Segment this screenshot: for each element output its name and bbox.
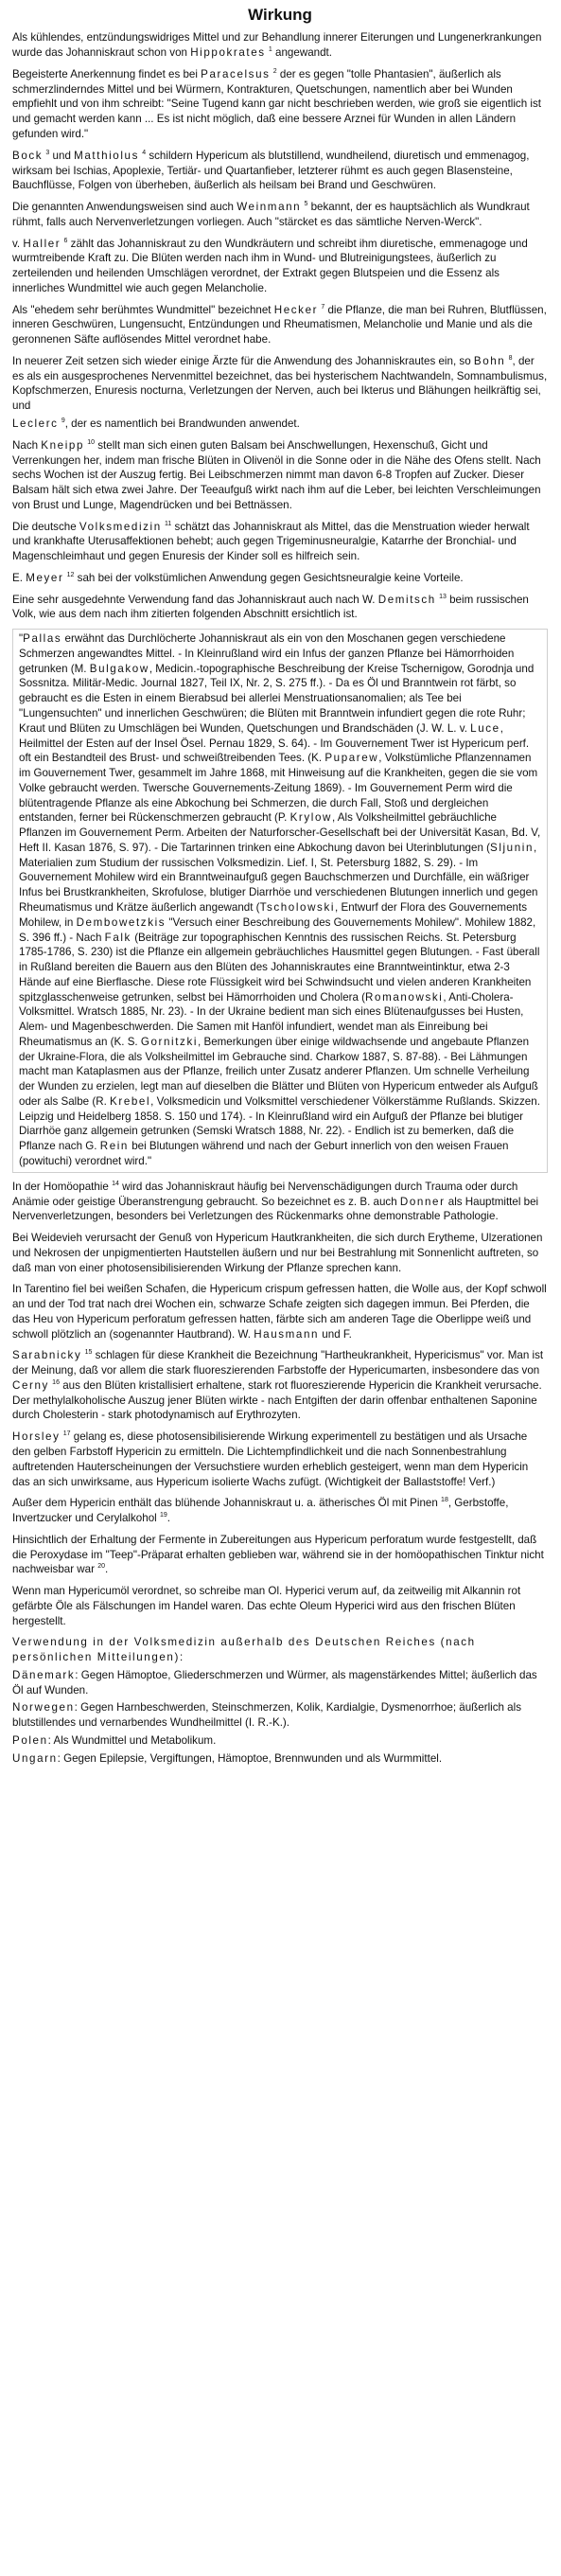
text-run: In der Homöopathie bbox=[12, 1180, 113, 1193]
author-name: Horsley bbox=[12, 1430, 61, 1444]
text-run: , Heilmittel der Esten auf der Insel Ösel. Pernau 1829, S. 64). - Im Gouvernement Twer ist Hypericum perf. oft ein Bestandteil des Brust- und schweißtreibenden Tees. (K. bbox=[19, 721, 530, 765]
text-run: In neuerer Zeit setzen sich wieder einige Ärzte für die Anwendung des Johanniskrautes ein, so bbox=[12, 354, 474, 367]
country-name: Polen bbox=[12, 1734, 48, 1748]
folk-medicine-heading: Verwendung in der Volksmedizin außerhalb des Deutschen Reiches (nach persönlichen Mitteilungen): bbox=[12, 1636, 476, 1664]
author-name: Rein bbox=[99, 1140, 129, 1153]
footnote-ref: 9 bbox=[61, 417, 65, 424]
paragraph bbox=[12, 1231, 548, 1275]
text-run: zählt das Johanniskraut zu den Wundkräutern und schreibt ihm diuretische, emmenagoge und wurmtreibende Kraft zu. Die Blüten werden nach ihm in Wund- und Blutreinigungstees, äußerlich zu zerteilenden und heilenden Umschlägen verordnet, der Extrakt gegen Blutspeien und die Essenz als innerliches Wundmittel wie auch gegen Melancholie. bbox=[12, 237, 528, 294]
text-run: sah bei der volkstümlichen Anwendung gegen Gesichtsneuralgie keine Vorteile. bbox=[74, 571, 464, 584]
author-name: Volksmedizin bbox=[79, 520, 162, 533]
paragraph bbox=[12, 30, 548, 61]
author-name: Weinmann bbox=[237, 201, 302, 214]
footnote-ref: 6 bbox=[63, 237, 68, 244]
author-name: Matthiolus bbox=[74, 149, 139, 162]
text-run: Eine sehr ausgedehnte Verwendung fand das Johanniskraut auch nach W. bbox=[12, 593, 378, 606]
paragraph bbox=[12, 149, 548, 193]
country-name: Ungarn bbox=[12, 1751, 58, 1765]
paragraph bbox=[12, 1282, 548, 1341]
folk-medicine-item bbox=[12, 1700, 548, 1731]
author-name: Bock bbox=[12, 149, 44, 162]
paragraph bbox=[12, 593, 548, 623]
footnote-ref: 8 bbox=[508, 354, 513, 362]
paragraph bbox=[12, 1496, 548, 1526]
footnote-ref: 5 bbox=[304, 201, 308, 208]
text-run: Wenn man Hypericumöl verordnet, so schreibe man Ol. Hyperici verum auf, da zeitweilig mit Alkannin rot gefärbte Öle als Fälschungen im Handel waren. Das echte Oleum Hyperici wird aus den frischen Blüten hergestellt. bbox=[12, 1585, 521, 1627]
footnote-ref: 14 bbox=[112, 1180, 119, 1187]
author-name: Krylow bbox=[289, 811, 332, 825]
quoted-passage bbox=[12, 629, 548, 1173]
folk-medicine-list bbox=[12, 1668, 548, 1767]
paragraph bbox=[12, 1348, 548, 1423]
text-run: Als kühlendes, entzündungswidriges Mittel und zur Behandlung innerer Eiterungen und Lungenerkrankungen wurde das Johanniskraut schon von bbox=[12, 31, 542, 60]
author-name: Gornitzki bbox=[140, 1035, 199, 1048]
text-run: Die genannten Anwendungsweisen sind auch bbox=[12, 201, 237, 214]
author-name: Romanowski bbox=[365, 990, 444, 1004]
country-name: Norwegen bbox=[12, 1701, 75, 1714]
text-run: Bei Weidevieh verursacht der Genuß von Hypericum Hautkrankheiten, die sich durch Erytheme, Ulzerationen und Nekrosen der unpigmentierten Hautstellen äußern und nur bei Bestrahlung mit Sonnenlicht auftreten, so daß man von einer photosensibilisierenden Wirkung der Pflanze sprechen kann. bbox=[12, 1232, 543, 1274]
author-name: Hausmann bbox=[254, 1327, 320, 1341]
footnote-ref: 7 bbox=[321, 303, 325, 311]
author-name: Luce bbox=[470, 721, 500, 735]
author-name: Tscholowski bbox=[259, 900, 336, 914]
footnote-ref: 3 bbox=[45, 149, 50, 156]
author-name: Puparew bbox=[324, 752, 379, 765]
page-title: Wirkung bbox=[248, 6, 312, 24]
quote-text bbox=[19, 631, 542, 1169]
footnote-ref: 20 bbox=[97, 1563, 106, 1571]
text-run: , Materialien zum Studium der russischen Volksmedizin. Lief. I, St. Petersburg 1882, S. 29). - Im Gouvernement Mohilew wird ein Branntweinaufguß gegen Bauchschmerzen und Durchfälle, ein wäßriger Infus bei Brustkrankheiten, Skrofulose, blutiger Diarrhöe und verschiedenen Blutungen innerlich und gegen Rheumatismus und Krätze äußerlich angewandt ( bbox=[19, 841, 538, 914]
folk-medicine-text: : Gegen Hämoptoe, Gliederschmerzen und Würmer, als magenstärkendes Mittel; äußerlich das Öl auf Wunden. bbox=[12, 1668, 537, 1697]
text-run: bei Blutungen während und nach der Geburt innerlich von den weisen Frauen (powituchi) verordnet wird." bbox=[19, 1140, 509, 1167]
text-run: die Pflanze, die man bei Ruhren, Blutflüssen, inneren Geschwüren, Lungensucht, Entzündungen und Rheumatismen, Melancholie und Manie und als die geronnenen Säfte auflösendes Mittel verordnet habe. bbox=[12, 303, 547, 346]
text-run: schlagen für diese Krankheit die Bezeichnung "Hartheukrankheit, Hypericismus" vor. Man ist der Meinung, daß vor allem die stark fluoreszierenden Farbstoffe der Hypericumarten, insbesondere das von bbox=[12, 1349, 544, 1377]
paragraph bbox=[12, 417, 548, 432]
text-run: Hinsichtlich der Erhaltung der Fermente in Zubereitungen aus Hypericum perforatum wurde festgestellt, daß die Peroxydase im "Teep"-Präparat erhalten geblieben war, während sie in der homöopathischen Tinktur nicht nachweisbar war bbox=[12, 1533, 544, 1576]
author-name: Haller bbox=[23, 237, 61, 250]
text-run: , der es als ein ausgesprochenes Nervenmittel bezeichnet, das bei hysterischem Nachtwandeln, Somnambulismus, Kopfschmerzen, Enuresis nocturna, Verletzungen der Nerven, auch bei Ikterus und Blähungen heilkräftig sei, und bbox=[12, 354, 548, 413]
author-name: Falk bbox=[104, 931, 131, 944]
author-name: Hecker bbox=[273, 303, 319, 316]
paragraph bbox=[12, 1180, 548, 1224]
author-name: Cerny bbox=[12, 1378, 49, 1392]
paragraph bbox=[12, 354, 548, 414]
text-run: , Bemerkungen über einige wildwachsende und angebaute Pflanzen der Ukraine-Flora, die als Volksheilmittel im Gebrauche sind. Charkow 1887, S. 87-88). - Bei Lähmungen macht man Kataplasmen aus der Pflanze, freilich unter Zusatz anderer Pflanzen. Um schnelle Verheilung der Wunden zu erzielen, legt man auf dieselben die Blätter und Blüten von Hypericum entweder als Aufguß oder als Salbe (R. bbox=[19, 1035, 538, 1108]
text-run: E. bbox=[12, 571, 26, 584]
text-run: , Gerbstoffe, Invertzucker und Cerylalkohol bbox=[12, 1497, 509, 1525]
author-name: Bohn bbox=[473, 354, 506, 367]
footnote-ref: 18 bbox=[441, 1497, 448, 1504]
author-name: Kneipp bbox=[41, 438, 84, 452]
paragraph bbox=[12, 303, 548, 347]
text-run: schätzt das Johanniskraut als Mittel, das die Menstruation wieder herwalt und krankhafte Uterusaffektionen behebt; auch gegen Trigeminusneuralgie, Katarrhe der Bronchial- und Magenschleimhaut und gegen Enuresis der Kinder soll es hilfreich sein. bbox=[12, 520, 530, 563]
author-name: Paracelsus bbox=[201, 67, 271, 80]
text-run: Begeisterte Anerkennung findet es bei bbox=[12, 67, 202, 80]
author-name: Pallas bbox=[23, 632, 62, 646]
text-run: . bbox=[167, 1512, 170, 1525]
folk-medicine-text: : Gegen Harnbeschwerden, Steinschmerzen, Kolik, Kardialgie, Dysmenorrhoe; äußerlich als blutstillendes und vernarbendes Wundheilmittel (I. R.-K.). bbox=[12, 1701, 522, 1730]
text-run: aus den Blüten kristallisiert erhaltene, stark rot fluoreszierende Hypericin die Krankheit verursache. Der methylalkoholische Auszug jener Blüten wirkte - nach Entgiften der darin offenbar enthaltenen Saponine durch Cholesterin - stark photodynamisch auf Erythrozyten. bbox=[12, 1378, 542, 1422]
text-run: " bbox=[19, 632, 24, 646]
text-run: , Volksmedicin und Volksmittel verschiedener Völkerstämme Rußlands. Skizzen. Leipzig und Heidelberg 1858. S. 150 und 174). - In Kleinrußland wird ein Aufguß der Pflanze bei blutiger Diarrhöe ganz allgemein getrunken (Semski Wratsch 1888, Nr. 22). - Endlich ist zu bemerken, daß die Pflanze nach G. bbox=[19, 1094, 540, 1153]
author-name: Krebel bbox=[110, 1094, 151, 1108]
author-name: Donner bbox=[399, 1195, 446, 1208]
paragraph bbox=[12, 1584, 548, 1628]
paragraph bbox=[12, 237, 548, 296]
author-name: Bulgakow bbox=[89, 662, 149, 675]
text-run: Außer dem Hypericin enthält das blühende Johanniskraut u. a. ätherisches Öl mit Pinen bbox=[12, 1497, 442, 1510]
text-run: als Hauptmittel bei Nervenverletzungen, besonders bei Verletzungen des Rückenmarks ohne demonstrable Pathologie. bbox=[12, 1195, 539, 1223]
text-run: Nach bbox=[12, 438, 42, 452]
text-run: , Anti-Cholera-Volksmittel. Wratsch 1885, Nr. 23). - In der Ukraine bedient man sich eines Blütenaufgusses bei Husten, Alem- und Magenbeschwerden. Die Samen mit Hanföl infundiert, wendet man als Einreibung bei Rheumatismus an (K. S. bbox=[19, 990, 524, 1048]
text-run: wird das Johanniskraut häufig bei Nervenschädigungen durch Trauma oder durch Anämie oder geistige Überanstrengung gebraucht. So bezeichnet es z. B. auch bbox=[12, 1180, 518, 1208]
paragraph bbox=[12, 67, 548, 142]
text-run: v. bbox=[12, 237, 24, 250]
text-run: der es gegen "tolle Phantasien", äußerlich als schmerzlinderndes Mittel und bei Würmern, Kontrakturen, Quetschungen, namentlich aber bei Wunden empfiehlt und von ihm schreibt: "Seine Tugend kann gar nicht beschrieben werden, wie groß sie eigentlich ist und gemacht werden kann ... Es ist nicht möglich, daß eine bessere Arznei für Wunden in allen Ländern gefunden wird." bbox=[12, 67, 541, 140]
author-name: Hippokrates bbox=[190, 46, 266, 60]
text-run: Die deutsche bbox=[12, 520, 79, 533]
paragraph bbox=[12, 571, 548, 586]
text-run: , der es namentlich bei Brandwunden anwendet. bbox=[64, 417, 300, 430]
folk-medicine-text: : Gegen Epilepsie, Vergiftungen, Hämoptoe, Brennwunden und als Wurmmittel. bbox=[57, 1751, 443, 1765]
text-run: und bbox=[49, 149, 75, 162]
footnote-ref: 12 bbox=[66, 571, 75, 578]
author-name: Sarabnicky bbox=[12, 1349, 82, 1362]
footnote-ref: 2 bbox=[272, 67, 277, 75]
folk-medicine-item bbox=[12, 1668, 548, 1698]
text-run: , Entwurf der Flora des Gouvernements Mohilew, in bbox=[19, 900, 527, 929]
paragraph bbox=[12, 1533, 548, 1577]
intro-section bbox=[12, 30, 548, 622]
footnote-ref: 1 bbox=[268, 46, 272, 54]
text-run: gelang es, diese photosensibilisierende Wirkung experimentell zu bestätigen und als Ursache den gelben Farbstoff Hypericin zu ermitteln. Die Lichtempfindlichkeit und die nach Sonnenbestrahlung auftretenden Hauterscheinungen der Versuchstiere wurden erheblich gesteigert, wenn man dem Hypericin das an sich unwirksame, aus Hypericum isolierte Wachs zufügt. (Wichtigkeit der Ballaststoffe! Verf.) bbox=[12, 1430, 529, 1488]
text-run: (Beiträge zur topographischen Kenntnis des russischen Reichs. St. Petersburg 1785-1786, S. 230) ist die Pflanze ein allgemein gebräuchliches Hausmittel gegen Blutungen. - Fast überall in Rußland bereiten die Bauern aus den Blüten des Johanniskrautes eine Branntweintinktur, etwa 2-3 Hände auf eine Bierflasche. Diese rote Flüssigkeit wird bei Schwindsucht und vielen anderen Krankheiten spitzglasschenweise getrunken, selbst bei Hämorrhoiden und Cholera ( bbox=[19, 931, 540, 1004]
folk-medicine-item bbox=[12, 1733, 548, 1749]
footnote-ref: 16 bbox=[52, 1378, 60, 1386]
text-run: angewandt. bbox=[272, 46, 332, 60]
paragraph bbox=[12, 1430, 548, 1489]
folk-medicine-text: : Als Wundmittel und Metabolikum. bbox=[47, 1734, 217, 1748]
text-run: erwähnt das Durchlöcherte Johanniskraut als ein von den Moschanen gegen verschiedene Schmerzen angewandtes Mittel. - In Kleinrußland wird ein Infus der ganzen Pflanze bei Hämorrhoiden getrunken (M. bbox=[19, 632, 515, 675]
paragraph bbox=[12, 200, 548, 230]
text-run: "Versuch einer Beschreibung des Gouvernements Mohilew". Mohilew 1882, S. 396 ff.) - Nach bbox=[19, 915, 536, 944]
text-run: beim russischen Volk, wie aus dem nach ihm zitierten folgenden Abschnitt ersichtlich ist. bbox=[12, 593, 529, 621]
footnote-ref: 19 bbox=[159, 1512, 167, 1519]
footnote-ref: 15 bbox=[84, 1349, 93, 1357]
footnote-ref: 10 bbox=[87, 438, 96, 446]
footnote-ref: 4 bbox=[142, 149, 147, 156]
country-name: Dänemark bbox=[12, 1668, 76, 1681]
text-run: schildern Hypericum als blutstillend, wundheilend, diuretisch und emmenagog, wirksam bei Ischias, Apoplexie, Tertiär- und Quartanfieber, letzterer rühmt es auch gegen Blasensteine, Bauchflüsse, Folgen von überheben, äußerlich als heilsam bei Brand und Geschwüren. bbox=[12, 149, 530, 192]
text-run: bekannt, der es hauptsächlich als Wundkraut rühmt, falls auch Nervenverletzungen vorliegen. Auch "stärcket es das sämtliche Nerven-Werck". bbox=[12, 201, 530, 228]
text-run: stellt man sich einen guten Balsam bei Anschwellungen, Hexenschuß, Gicht und Verrenkungen her, indem man frische Blüten in Olivenöl in die Sonne oder in die Nähe des Ofens stellt. Nach sechs Wochen ist der Auszug fertig. Bei Leibschmerzen nimmt man davon 6-8 Tropfen auf Zucker. Dieser Balsam hält sich etwa zwei Jahre. Der Teeaufguß wirkt nach ihm auf die Leber, bei leichten Verschleimungen von Brust und Lunge, Magendrücken und bei Bettnässen. bbox=[12, 438, 541, 511]
paragraph bbox=[12, 438, 548, 513]
text-run: , Als Volksheilmittel gebräuchliche Pflanzen im Gouvernement Perm. Arbeiten der Naturforscher-Gesellschaft bei der Universität Kasan, Bd. V, Heft II. Kasan 1876, S. 97). - Die Tartarinnen trinken eine Abkochung davon bei Uterinblutungen ( bbox=[19, 811, 541, 854]
body-section bbox=[12, 1180, 548, 1629]
text-run: . bbox=[105, 1563, 109, 1576]
paragraph bbox=[12, 520, 548, 564]
folk-medicine-item bbox=[12, 1751, 548, 1767]
text-run: Als "ehedem sehr berühmtes Wundmittel" bezeichnet bbox=[12, 303, 274, 316]
author-name: Sljunin bbox=[489, 841, 534, 854]
author-name: Demitsch bbox=[377, 593, 436, 606]
text-run: , Volkstümliche Pflanzennamen im Gouvernement Twer, gesammelt im Jahre 1868, mit Hinweisung auf die Krankheiten, gegen die sie vom Volke gebraucht werden. Twersche Gouvernements-Zeitung 1869). - Im Gouvernement Perm wird die blütentragende Pflanze als eine Abkochung bei Schmerzen, die durch Fall, Stoß und dergleichen entstanden, ferner bei Rückenschmerzen gebraucht (P. bbox=[19, 752, 538, 825]
author-name: Dembowetzkis bbox=[76, 915, 167, 929]
text-run: , Medicin.-topographische Beschreibung der Kreise Tschernigow, Gorodnja und Sossnitza. Militär-Medic. Journal 1827, Teil IX, Nr. 2, S. 275 ff.). - Da es Öl und Branntwein rot färbt, so gebraucht es die Esten in einem Bierabsud bei allerlei Menstruationsanomalien; als Tee bei "Lungensuchten" und innerlichen Geschwüren; die Blüten mit Branntwein infundiert gegen die rote Ruhr; Kraut und Blüten zu Umschlägen bei Wunden, Quetschungen und Brandschäden (J. W. L. v. bbox=[19, 662, 535, 735]
footnote-ref: 17 bbox=[62, 1430, 71, 1438]
footnote-ref: 11 bbox=[165, 520, 172, 527]
author-name: Leclerc bbox=[12, 417, 59, 430]
author-name: Meyer bbox=[26, 571, 64, 584]
text-run: In Tarentino fiel bei weißen Schafen, die Hypericum crispum gefressen hatten, die Wolle aus, der Kopf schwoll an und der Tod trat nach drei Wochen ein, schwarze Schafe zeigten sich dagegen immun. Bei Pferden, die das Heu von Hypericum perforatum gefressen hatten, färbte sich am anderen Tage die Oberlippe weiß und schwoll plötzlich an (sogenannter Hautbrand). W. bbox=[12, 1283, 547, 1341]
text-run: und F. bbox=[319, 1327, 352, 1341]
footnote-ref: 13 bbox=[439, 593, 447, 600]
